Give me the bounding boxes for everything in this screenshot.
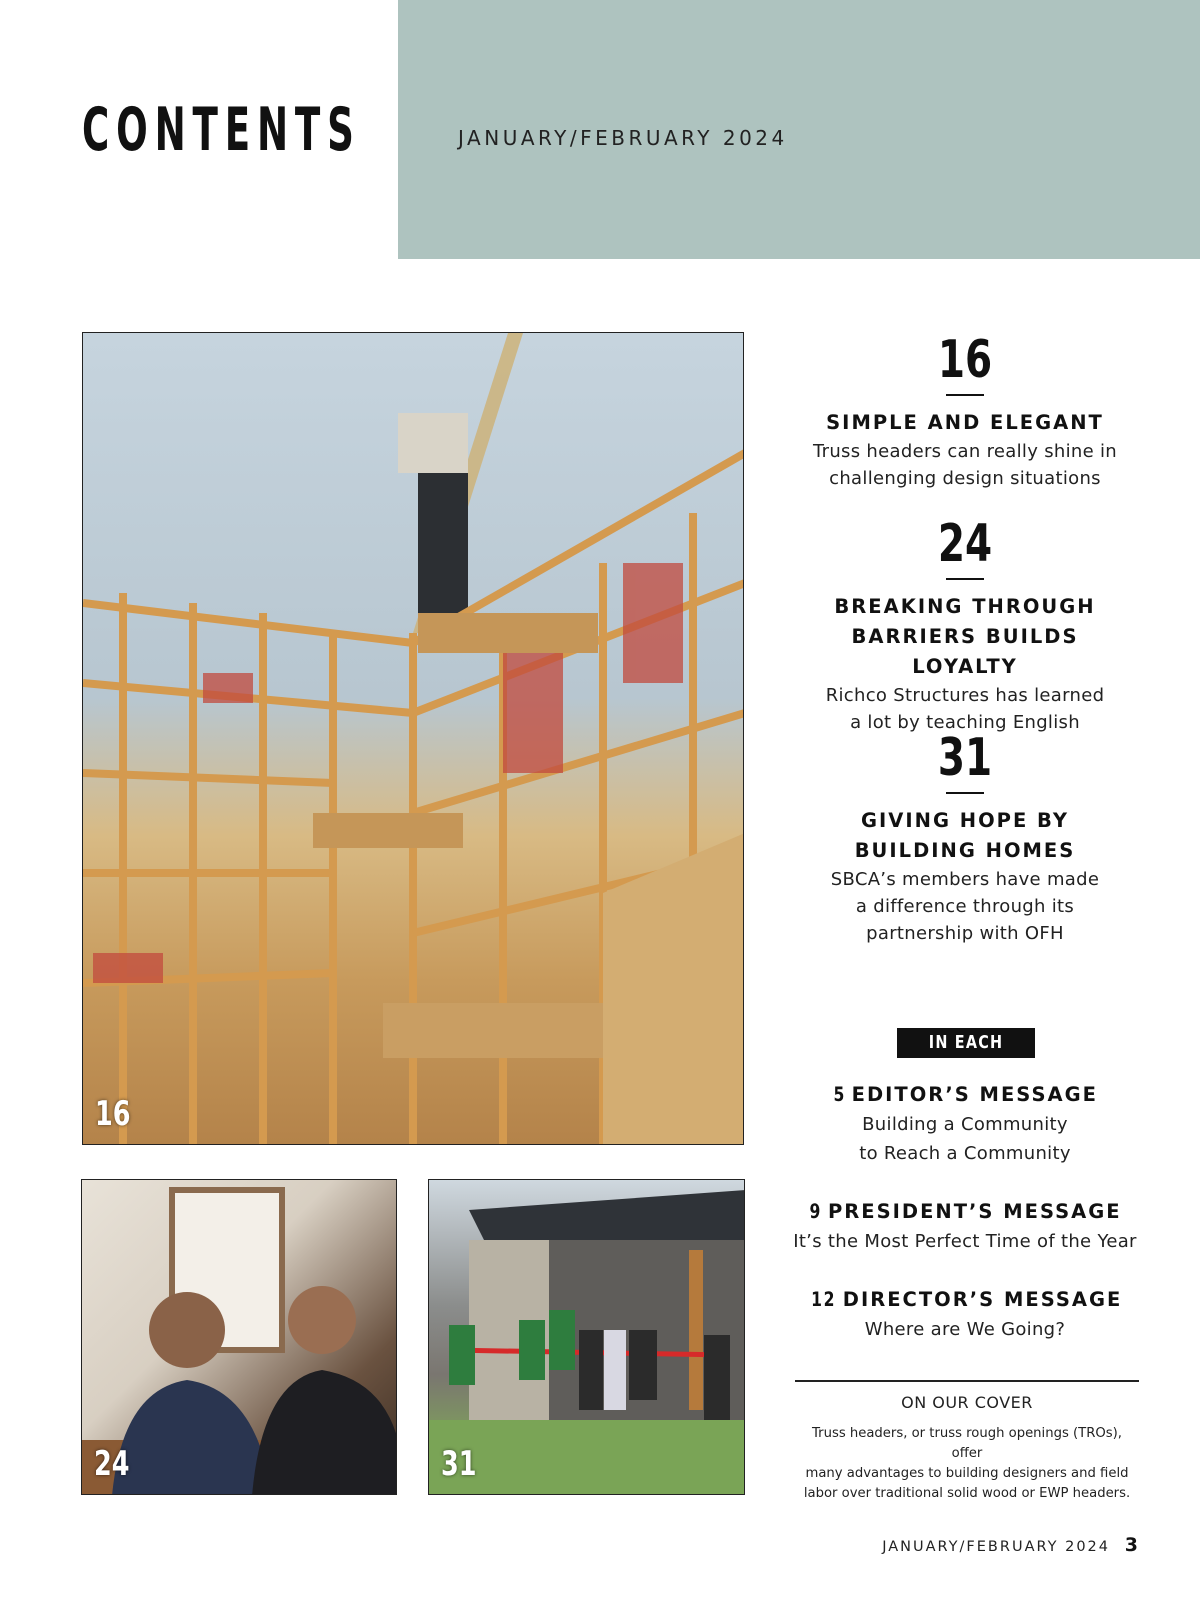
issue-item-title: 12 DIRECTOR’S MESSAGE [810,1288,1123,1311]
feature-page-number: 31 [937,728,993,788]
issue-item-title: 9 PRESIDENT’S MESSAGE [809,1200,1122,1223]
issue-item-directors-message[interactable] [785,1285,1145,1344]
construction-framing-illustration [83,333,744,1145]
feature-description: Truss headers can really shine in challenging design situations [813,441,1117,489]
issue-item-description: It’s the Most Perfect Time of the Year [793,1231,1137,1252]
feature-page-number: 24 [937,514,993,574]
feature-item-31[interactable] [795,728,1135,947]
footer-issue-date: JANUARY/FEBRUARY 2024 [882,1539,1110,1555]
photo-page-number: 24 [94,1444,130,1484]
page-title: CONTENTS [82,95,361,165]
issue-date: JANUARY/FEBRUARY 2024 [458,126,788,150]
cover-divider [795,1380,1139,1382]
cover-description: Truss headers, or truss rough openings (TROs), offer many advantages to building designers and field labor over traditional solid wood or EWP headers. [803,1426,1131,1501]
issue-item-editors-message[interactable] [785,1080,1145,1168]
issue-item-presidents-message[interactable] [785,1197,1145,1256]
feature-photo-16[interactable] [82,332,744,1145]
feature-page-number: 16 [937,330,993,390]
feature-title: GIVING HOPE BY BUILDING HOMES [854,809,1076,862]
in-each-issue-badge: IN EACH ISSUE [897,1028,1035,1058]
feature-item-24[interactable] [795,514,1135,736]
issue-item-description: Where are We Going? [864,1319,1066,1340]
photo-page-number: 16 [95,1094,131,1134]
divider [946,792,984,794]
divider [946,394,984,396]
feature-title: BREAKING THROUGH BARRIERS BUILDS LOYALTY [834,595,1096,678]
feature-title: SIMPLE AND ELEGANT [826,411,1104,434]
footer-page-number: 3 [1124,1534,1138,1556]
divider [946,578,984,580]
issue-item-description: Building a Community to Reach a Community [859,1114,1071,1164]
issue-item-title: 5 EDITOR’S MESSAGE [833,1083,1098,1106]
feature-description: Richco Structures has learned a lot by teaching English [825,685,1105,733]
feature-photo-24[interactable] [81,1179,397,1495]
feature-photo-31[interactable] [428,1179,745,1495]
feature-item-16[interactable] [795,330,1135,492]
feature-description: SBCA’s members have made a difference through its partnership with OFH [830,869,1100,944]
cover-heading: ON OUR COVER [901,1393,1033,1412]
photo-page-number: 31 [441,1444,477,1484]
